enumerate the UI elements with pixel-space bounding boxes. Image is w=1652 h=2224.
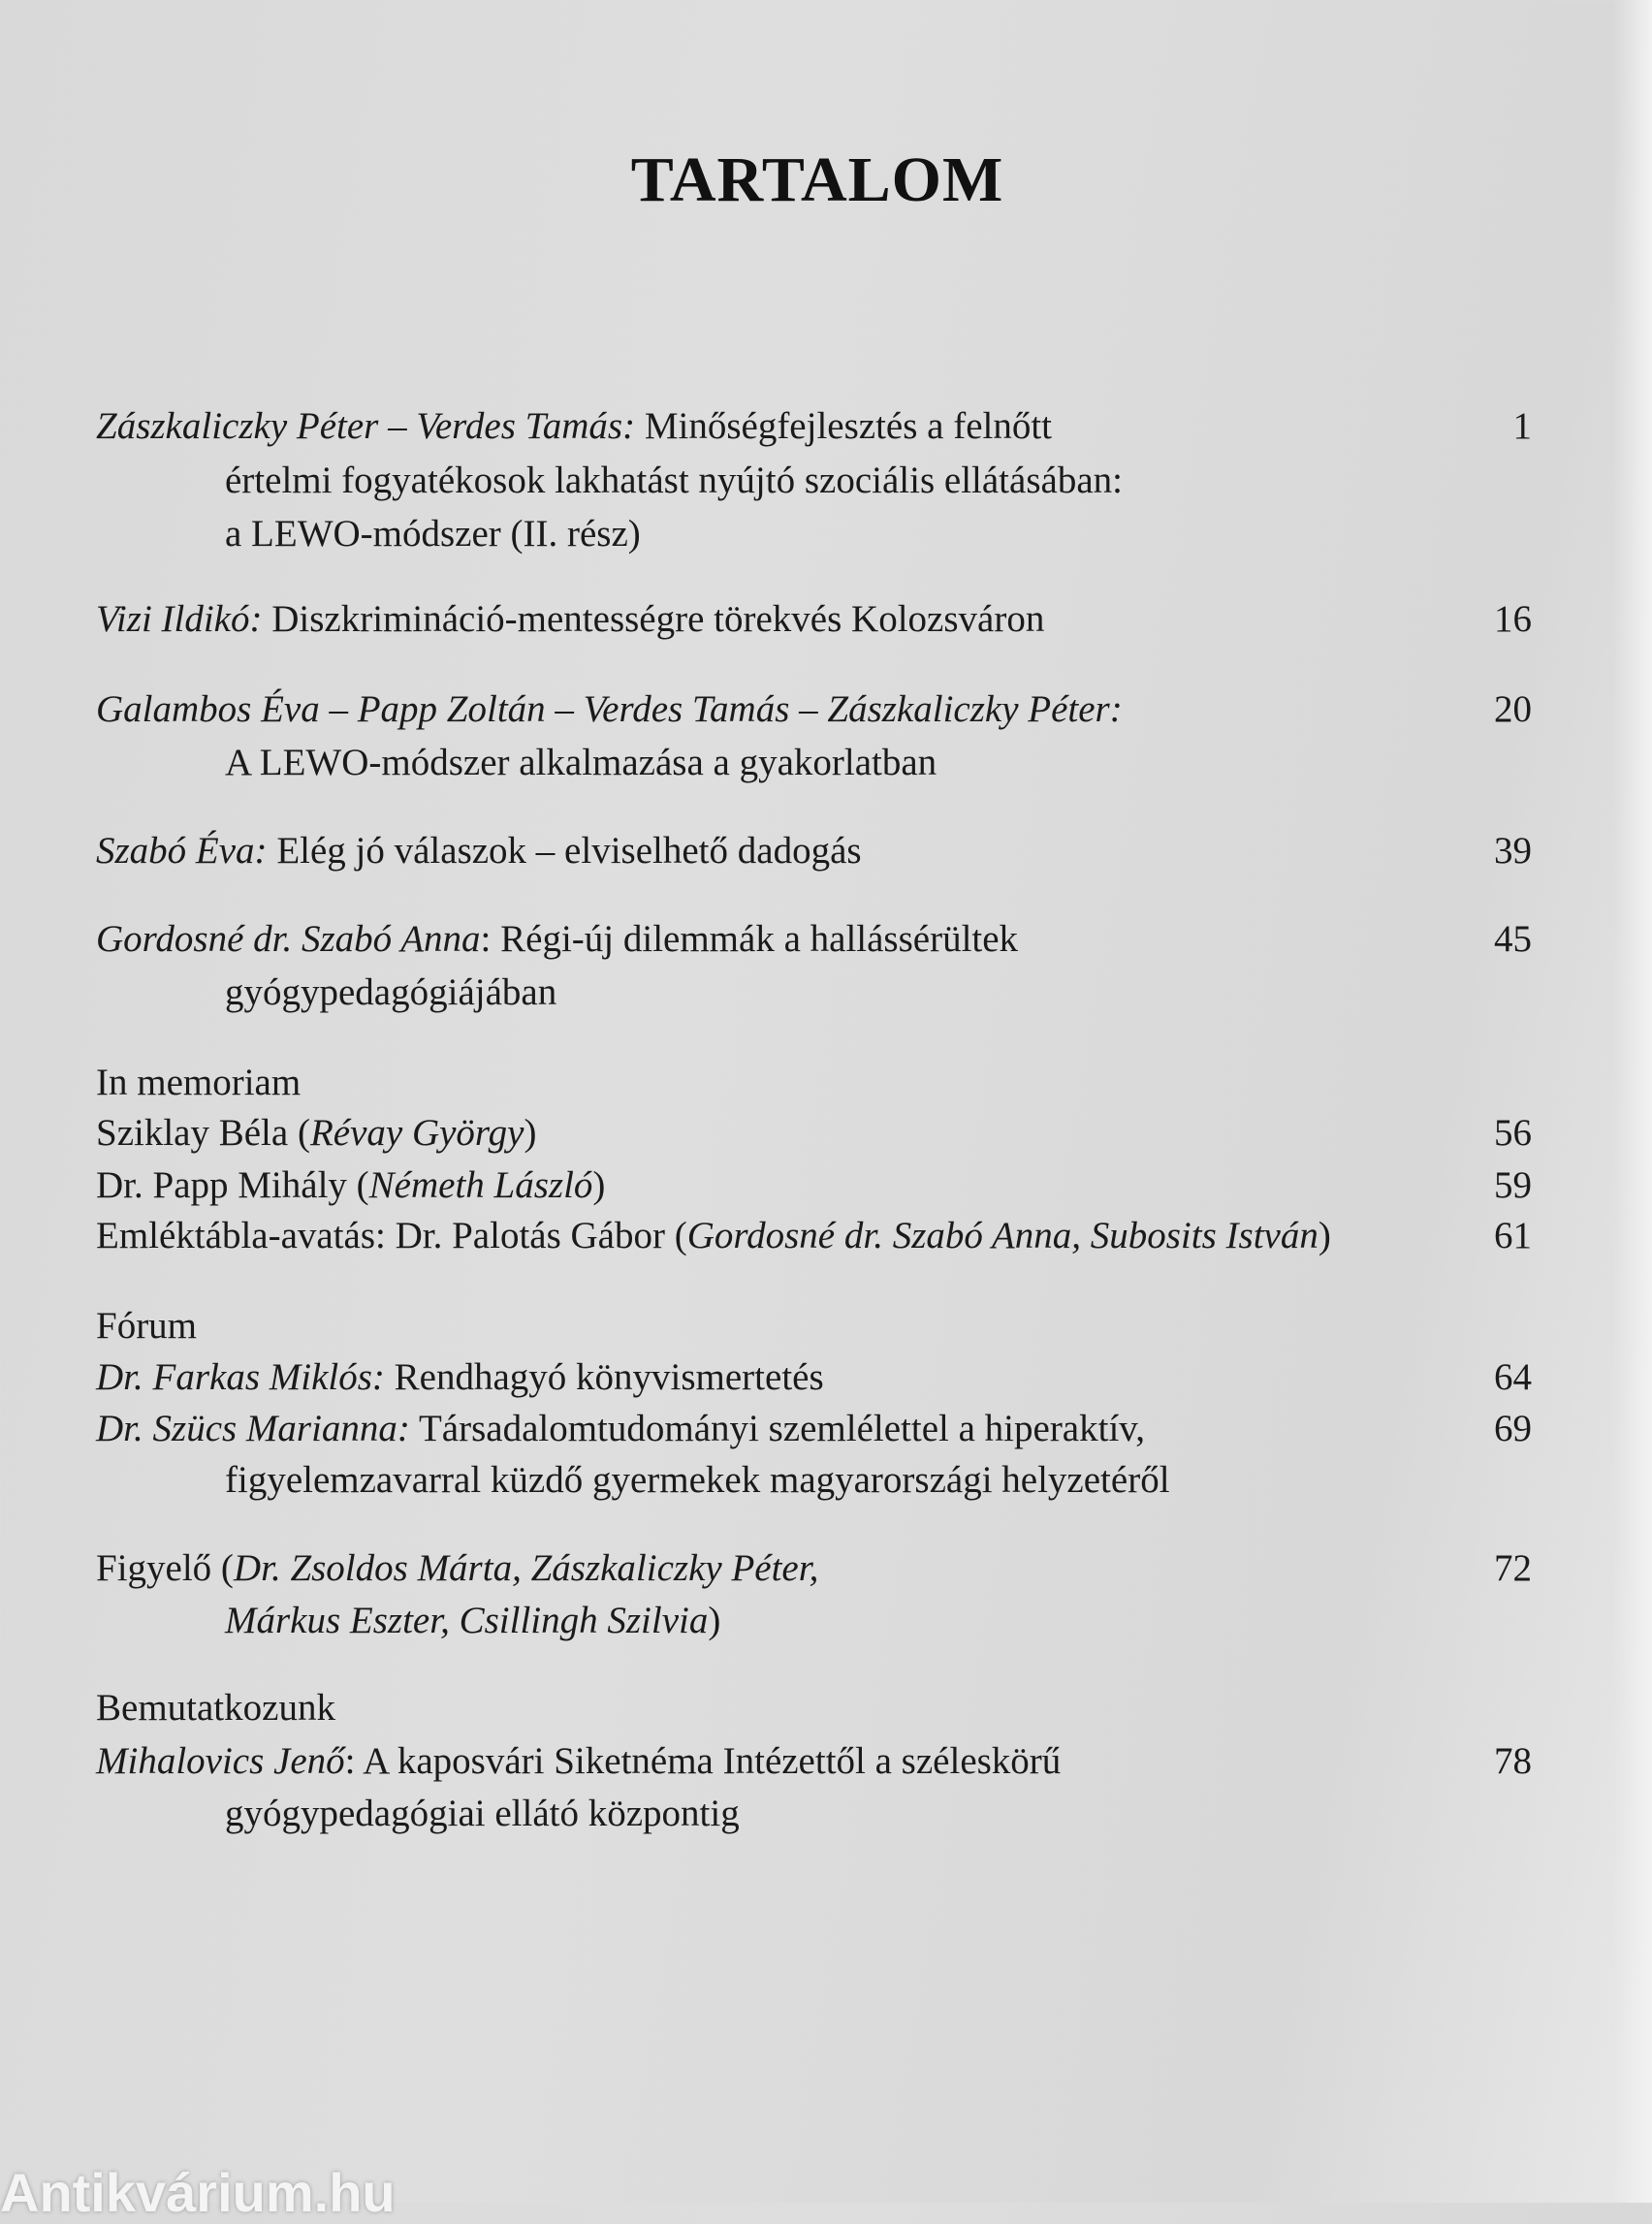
toc-author-text: Vizi Ildikó: [96, 598, 263, 640]
toc-title-text: : A kaposvári Siketnéma Intézettől a széleskörű [344, 1740, 1062, 1782]
toc-line [96, 683, 1123, 736]
toc-title-text: Bemutatkozunk [96, 1687, 335, 1729]
toc-title-text: a LEWO-módszer (II. rész) [225, 513, 641, 555]
toc-title-text: Emléktábla-avatás: Dr. Palotás Gábor ( [96, 1215, 687, 1256]
toc-line [96, 1057, 301, 1109]
toc-line [96, 400, 1052, 453]
toc-title-text: gyógypedagógiájában [225, 971, 557, 1013]
toc-page-number: 56 [1494, 1112, 1532, 1154]
toc-title-text: ) [524, 1112, 537, 1154]
toc-line [225, 1454, 1170, 1507]
toc-line [96, 593, 1044, 646]
toc-author-text: Galambos Éva – Papp Zoltán – Verdes Tamás – Zászkaliczky Péter: [96, 688, 1123, 730]
toc-author-text: Szabó Éva: [96, 830, 268, 872]
toc-line [225, 508, 641, 560]
toc-title-text: Rendhagyó könyvismertetés [384, 1356, 824, 1398]
toc-title-text: ) [592, 1164, 606, 1206]
toc-author-text: Zászkaliczky Péter – Verdes Tamás: [96, 405, 636, 447]
toc-line [96, 913, 1018, 966]
toc-page-number: 16 [1494, 598, 1532, 640]
toc-author-text: Gordosné dr. Szabó Anna, Subosits István [686, 1215, 1318, 1256]
toc-line [96, 1542, 818, 1595]
toc-author-text: Dr. Farkas Miklós: [96, 1356, 385, 1398]
toc-title-text: figyelemzavarral küzdő gyermekek magyarországi helyzetéről [225, 1459, 1170, 1501]
page-title: TARTALOM [630, 144, 1004, 215]
watermark: Antikvárium.hu [0, 2162, 396, 2223]
toc-line [96, 1300, 197, 1352]
toc-page-number: 20 [1494, 688, 1532, 730]
toc-page-number: 45 [1494, 918, 1532, 960]
toc-line [96, 1403, 1145, 1455]
toc-title-text: Dr. Papp Mihály ( [96, 1164, 369, 1206]
toc-line [96, 825, 862, 877]
toc-line [225, 737, 937, 789]
toc-line [225, 1788, 740, 1840]
toc-line [225, 1595, 720, 1647]
toc-title-text: Diszkrimináció-mentességre törekvés Kolozsváron [262, 598, 1045, 640]
toc-page-number: 59 [1494, 1164, 1532, 1206]
toc-title-text: Fórum [96, 1305, 198, 1347]
toc-title-text: A LEWO-módszer alkalmazása a gyakorlatban [225, 742, 937, 783]
page-edge-shadow [1613, 0, 1652, 2203]
toc-line [96, 1160, 605, 1212]
toc-author-text: Mihalovics Jenő [96, 1740, 345, 1782]
toc-page-number: 1 [1512, 405, 1532, 447]
toc-title-text: : Régi-új dilemmák a hallássérültek [480, 918, 1019, 960]
toc-page-number: 61 [1494, 1215, 1532, 1256]
toc-line [96, 1210, 1331, 1262]
toc-title-text: ) [708, 1600, 721, 1641]
toc-title-text: In memoriam [96, 1062, 302, 1103]
toc-title-text: Sziklay Béla ( [96, 1112, 310, 1154]
toc-title-text: értelmi fogyatékosok lakhatást nyújtó szociális ellátásában: [225, 460, 1123, 501]
toc-title-text: gyógypedagógiai ellátó központig [225, 1793, 740, 1834]
toc-line [96, 1107, 536, 1160]
toc-title-text: Figyelő ( [96, 1547, 234, 1589]
toc-page-number: 78 [1494, 1740, 1532, 1782]
toc-line [96, 1351, 824, 1404]
toc-page-number: 69 [1494, 1408, 1532, 1449]
toc-line [96, 1735, 1061, 1788]
toc-title-text: Minőségfejlesztés a felnőtt [635, 405, 1053, 447]
toc-line [225, 455, 1123, 507]
toc-author-text: Németh László [368, 1164, 593, 1206]
toc-page-number: 64 [1494, 1356, 1532, 1398]
toc-line [225, 967, 556, 1019]
toc-author-text: Révay György [309, 1112, 524, 1154]
toc-author-text: Dr. Zsoldos Márta, Zászkaliczky Péter, [233, 1547, 819, 1589]
toc-page-number: 39 [1494, 830, 1532, 872]
toc-author-text: Gordosné dr. Szabó Anna [96, 918, 481, 960]
toc-title-text: ) [1318, 1215, 1331, 1256]
toc-title-text: Társadalomtudományi szemlélettel a hiperaktív, [409, 1408, 1146, 1449]
toc-title-text: Elég jó válaszok – elviselhető dadogás [267, 830, 862, 872]
toc-author-text: Dr. Szücs Marianna: [96, 1408, 410, 1449]
toc-line [96, 1682, 335, 1734]
toc-page-number: 72 [1494, 1547, 1532, 1589]
toc-author-text: Márkus Eszter, Csillingh Szilvia [225, 1600, 709, 1641]
